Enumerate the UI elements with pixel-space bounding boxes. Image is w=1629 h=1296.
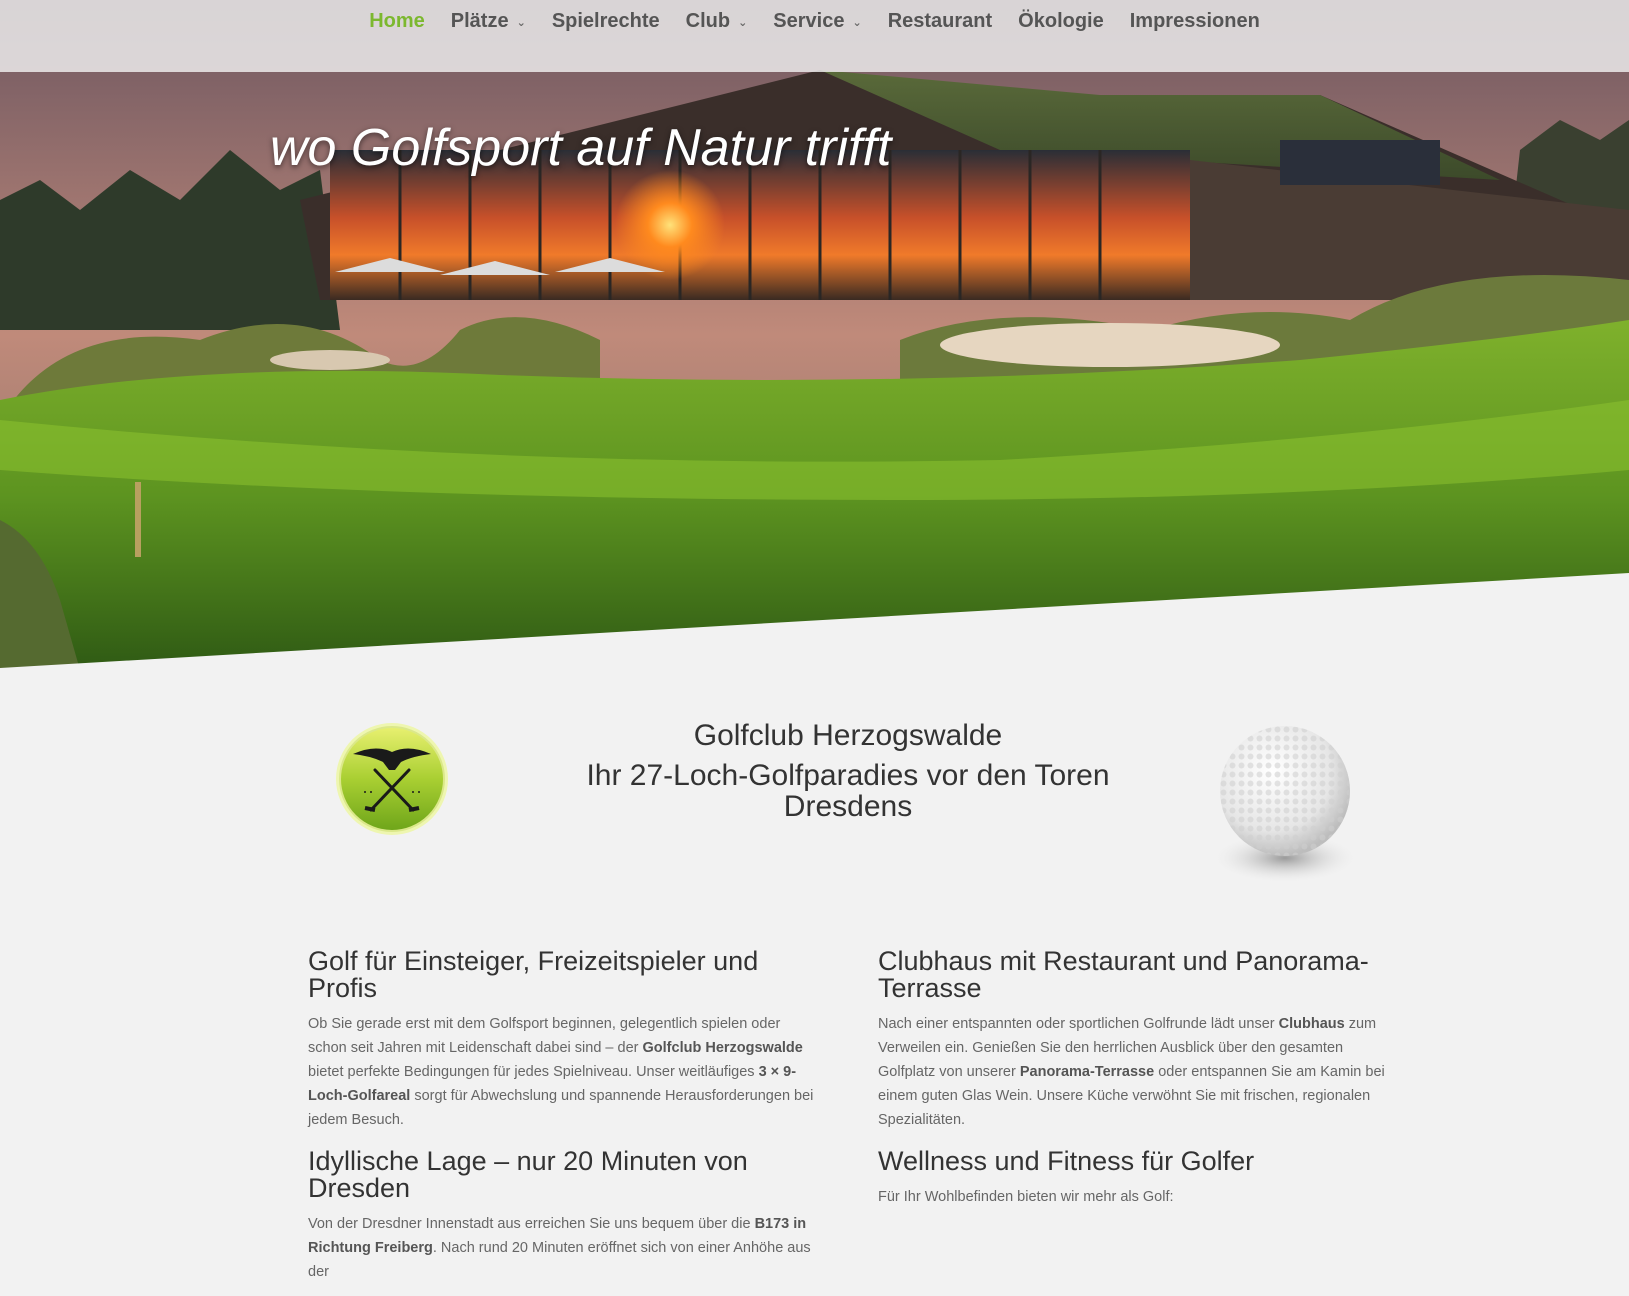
nav-impressionen-label: Impressionen [1129, 9, 1260, 32]
text-part: bietet perfekte Bedingungen für jedes Spielniveau. Unser weitläufiges [308, 1064, 759, 1080]
nav-oekologie[interactable] [1018, 8, 1104, 34]
intro-title: Golfclub Herzogswalde [693, 719, 1003, 752]
section-heading-wellness: Wellness und Fitness für Golfer [878, 1146, 1255, 1176]
section-heading-einsteiger: Golf für Einsteiger, Freizeitspieler und Profis [308, 946, 759, 1003]
main-navigation [0, 0, 1629, 72]
nav-restaurant[interactable] [888, 8, 992, 34]
nav-home-label: Home [369, 9, 425, 32]
text-bold: Panorama-Terrasse [1019, 1064, 1155, 1080]
hero-title: wo Golfsport auf Natur trifft [270, 119, 892, 177]
section-heading-lage: Idyllische Lage – nur 20 Minuten von Dresden [308, 1146, 748, 1203]
chevron-down-icon: ⌄ [852, 16, 862, 29]
right-content-column [878, 948, 1393, 1221]
text-part: . Nach rund 20 Minuten eröffnet sich von einer Anhöhe aus der [308, 1240, 811, 1280]
chevron-down-icon: ⌄ [516, 16, 526, 29]
nav-service[interactable] [773, 8, 861, 34]
text-part: Von der Dresdner Innenstadt aus erreichen Sie uns bequem über die [308, 1216, 755, 1232]
nav-home[interactable] [369, 8, 425, 34]
nav-plaetze[interactable] [451, 8, 526, 34]
text-bold: 3 × 9-Loch-Golfareal [308, 1064, 797, 1104]
nav-plaetze-label: Plätze [450, 9, 509, 32]
text-bold: Golfclub Herzogswalde [642, 1040, 803, 1056]
club-logo-eagle-crossed-clubs[interactable] [335, 722, 449, 836]
nav-restaurant-label: Restaurant [887, 9, 993, 32]
nav-club[interactable] [686, 8, 748, 34]
text-part: Nach einer entspannten oder sportlichen Golfrunde lädt unser [878, 1016, 1279, 1032]
text-bold: B173 in Richtung Freiberg [308, 1216, 807, 1256]
nav-impressionen[interactable] [1130, 8, 1260, 34]
left-content-column [308, 948, 823, 1296]
section-text-einsteiger [308, 1012, 823, 1132]
nav-oekologie-label: Ökologie [1018, 9, 1104, 32]
section-text-lage [308, 1212, 823, 1284]
nav-service-label: Service [773, 9, 845, 32]
text-part: Ob Sie gerade erst mit dem Golfsport beginnen, gelegentlich spielen oder schon seit Jahren mit Leidenschaft dabei sind – der [308, 1016, 781, 1056]
text-part: oder entspannen Sie am Kamin bei einem guten Glas Wein. Unsere Küche verwöhnt Sie mit frischen, regionalen Spezialitäten. [878, 1064, 1385, 1128]
text-bold: Clubhaus [1278, 1016, 1345, 1032]
nav-spielrechte-label: Spielrechte [551, 9, 660, 32]
intro-subtitle: Ihr 27-Loch-Golfparadies vor den Toren Dresdens [586, 759, 1110, 823]
nav-spielrechte[interactable] [552, 8, 660, 34]
chevron-down-icon: ⌄ [738, 16, 748, 29]
section-text-clubhaus [878, 1012, 1393, 1132]
text-part: zum Verweilen ein. Genießen Sie den herrlichen Ausblick über den gesamten Golfplatz von unserer [878, 1016, 1377, 1080]
nav-club-label: Club [685, 9, 731, 32]
section-text-wellness: Für Ihr Wohlbefinden bieten wir mehr als Golf: [878, 1189, 1174, 1205]
section-heading-clubhaus: Clubhaus mit Restaurant und Panorama-Terrasse [878, 946, 1369, 1003]
golf-ball-icon [1210, 716, 1360, 886]
text-part: sorgt für Abwechslung und spannende Herausforderungen bei jedem Besuch. [308, 1088, 814, 1128]
